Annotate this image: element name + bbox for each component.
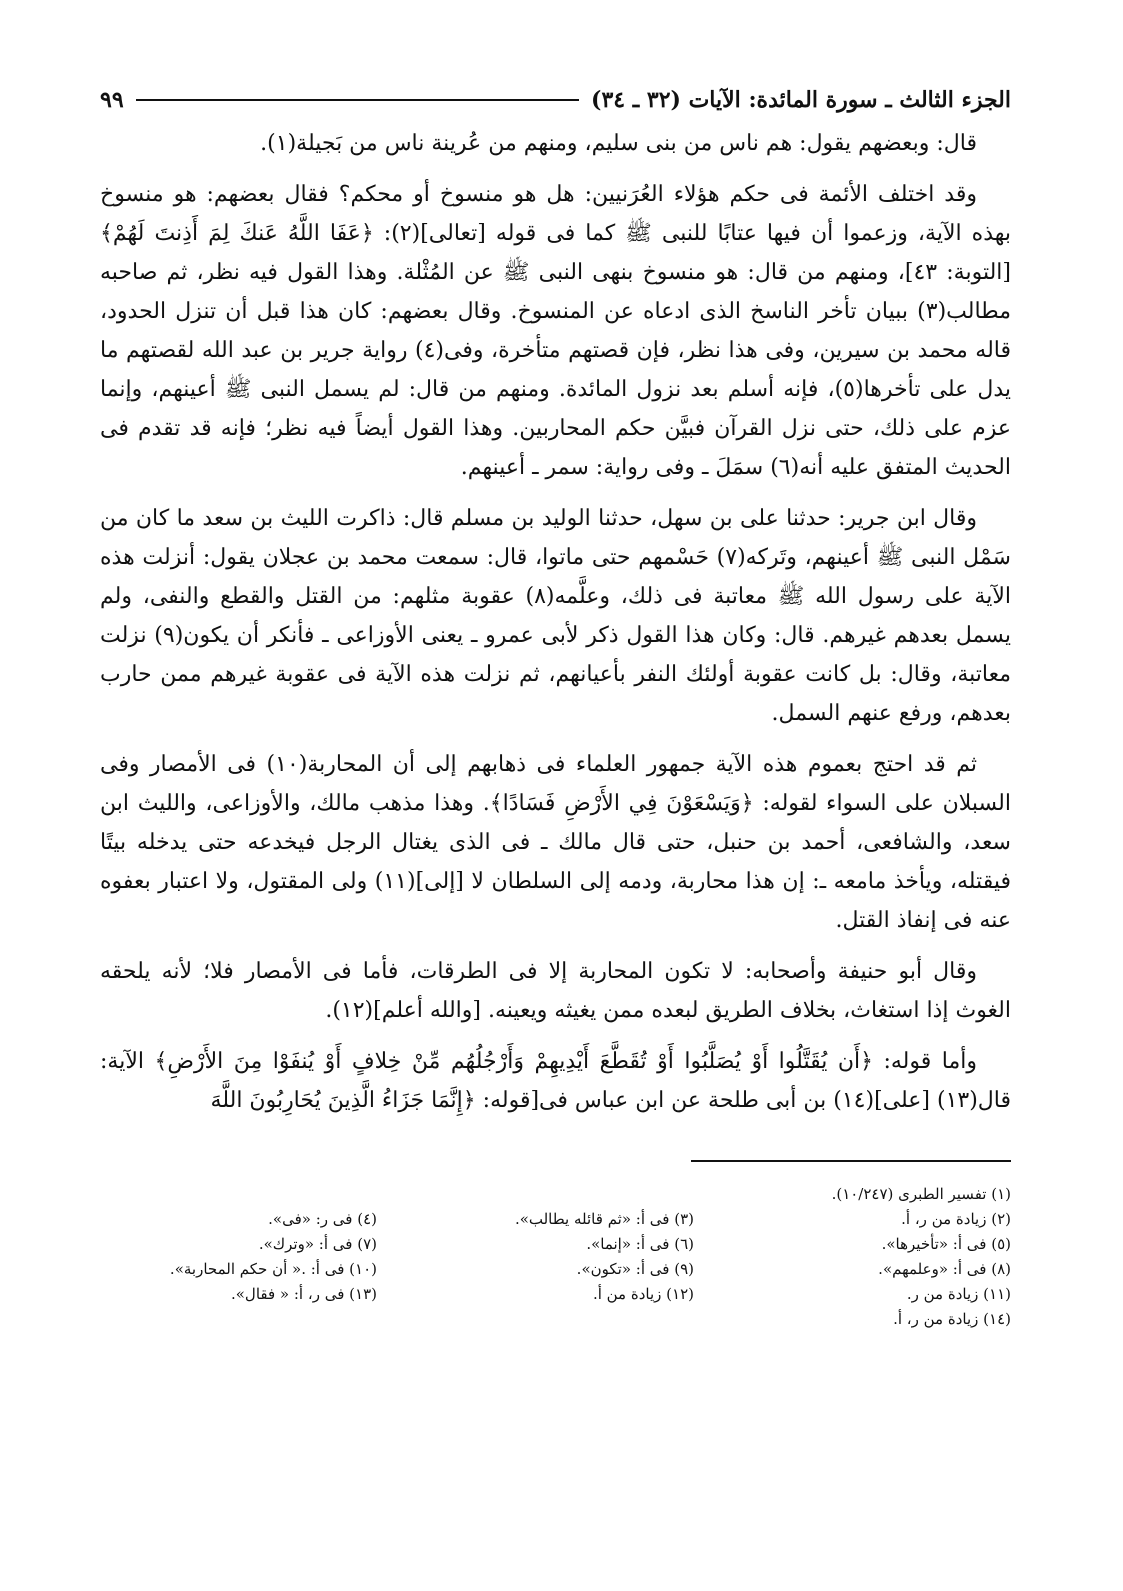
footnote: (١١) زيادة من ر. (906, 1285, 1011, 1303)
paragraph: وقال أبو حنيفة وأصحابه: لا تكون المحاربة إلا فى الطرقات، فأما فى الأمصار فلا؛ لأنه يلحقه الغوث إذا استغاث، بخلاف الطريق لبعده ممن يغيثه ويعينه. [والله أعلم](١٢). (100, 959, 1011, 1023)
footnote (100, 1307, 377, 1332)
footnote: (٦) فى أ: «إنما». (586, 1235, 694, 1253)
footnote-rule (691, 1160, 1011, 1162)
main-text (100, 124, 1011, 1120)
paragraph: قال: وبعضهم يقول: هم ناس من بنى سليم، ومنهم من عُرينة ناس من بَجيلة(١). (260, 131, 977, 156)
footnote (417, 1182, 694, 1207)
footnotes (100, 1182, 1011, 1332)
footnote: (٤) فى ر: «فى». (268, 1210, 377, 1228)
footnote: (٩) فى أ: «تكون». (576, 1260, 694, 1278)
paragraph: وأما قوله: ﴿أَن يُقَتَّلُوا أَوْ يُصَلَّبُوا أَوْ تُقَطَّعَ أَيْدِيهِمْ وَأَرْجُلُهُم مِّنْ خِلافٍ أَوْ يُنفَوْا مِنَ الأَرْضِ﴾ الآية: قال(١٣) [على](١٤) بن أبى طلحة عن ابن عباس فى[قوله: ﴿إِنَّمَا جَزَاءُ الَّذِينَ يُحَارِبُونَ اللَّهَ (100, 1049, 1011, 1113)
running-title: الجزء الثالث ـ سورة المائدة: الآيات (٣٢ ـ ٣٤) (591, 87, 1011, 113)
footnote: (٥) فى أ: «تأخيرها». (881, 1235, 1011, 1253)
header-rule (136, 99, 579, 101)
footnote (417, 1307, 694, 1332)
footnote: (١٠) فى أ: .« أن حكم المحاربة». (169, 1260, 377, 1278)
footnote: (٢) زيادة من ر، أ. (901, 1210, 1011, 1228)
paragraph: ثم قد احتج بعموم هذه الآية جمهور العلماء فى ذهابهم إلى أن المحاربة(١٠) فى الأمصار وفى السبلان على السواء لقوله: ﴿وَيَسْعَوْنَ فِي الأَرْضِ فَسَادًا﴾. وهذا مذهب مالك، والأوزاعى، والليث ابن سعد، والشافعى، أحمد بن حنبل، حتى قال مالك ـ فى الذى يغتال الرجل فيخدعه حتى يدخله بيتًا فيقتله، ويأخذ مامعه ـ: إن هذا محاربة، ودمه إلى السلطان لا [إلى](١١) ولى المقتول، ولا اعتبار بعفوه عنه فى إنفاذ القتل. (100, 752, 1011, 933)
footnote: (١) تفسير الطبرى (١٠/٢٤٧). (831, 1185, 1011, 1203)
footnote: (١٢) زيادة من أ. (592, 1285, 694, 1303)
paragraph: وقد اختلف الأئمة فى حكم هؤلاء العُرَنيين: هل هو منسوخ أو محكم؟ فقال بعضهم: هو منسوخ بهذه الآية، وزعموا أن فيها عتابًا للنبى ﷺ كما فى قوله [تعالى](٢): ﴿عَفَا اللَّهُ عَنكَ لِمَ أَذِنتَ لَهُمْ﴾ [التوبة: ٤٣]، ومنهم من قال: هو منسوخ بنهى النبى ﷺ عن المُثْلة. وهذا القول فيه نظر، ثم صاحبه مطالب(٣) ببيان تأخر الناسخ الذى ادعاه عن المنسوخ. وقال بعضهم: كان هذا قبل أن تنزل الحدود، قاله محمد بن سيرين، وفى هذا نظر، فإن قصتهم متأخرة، وفى(٤) رواية جرير بن عبد الله لقصتهم ما يدل على تأخرها(٥)، فإنه أسلم بعد نزول المائدة. ومنهم من قال: لم يسمل النبى ﷺ أعينهم، وإنما عزم على ذلك، حتى نزل القرآن فبيَّن حكم المحاربين. وهذا القول أيضاً فيه نظر؛ فإنه قد تقدم فى الحديث المتفق عليه أنه(٦) سمَلَ ـ وفى رواية: سمر ـ أعينهم. (100, 182, 1012, 480)
footnote: (٧) فى أ: «وترك». (258, 1235, 377, 1253)
footnote: (١٣) فى ر، أ: « فقال». (230, 1285, 377, 1303)
footnote (100, 1182, 377, 1207)
footnote: (٨) فى أ: «وعلمهم». (878, 1260, 1011, 1278)
paragraph: وقال ابن جرير: حدثنا على بن سهل، حدثنا الوليد بن مسلم قال: ذاكرت الليث بن سعد ما كان من سَمْل النبى ﷺ أعينهم، وتَركه(٧) حَسْمهم حتى ماتوا، قال: سمعت محمد بن عجلان يقول: أنزلت هذه الآية على رسول الله ﷺ معاتبة فى ذلك، وعلَّمه(٨) عقوبة مثلهم: من القتل والقطع والنفى، ولم يسمل بعدهم غيرهم. قال: وكان هذا القول ذكر لأبى عمرو ـ يعنى الأوزاعى ـ فأنكر أن يكون(٩) نزلت معاتبة، وقال: بل كانت عقوبة أولئك النفر بأعيانهم، ثم نزلت هذه الآية فى عقوبة غيرهم ممن حارب بعدهم، ورفع عنهم السمل. (100, 506, 1011, 726)
footnote: (٣) فى أ: «ثم قائله يطالب». (514, 1210, 694, 1228)
footnote: (١٤) زيادة من ر، أ. (893, 1310, 1011, 1328)
running-header (100, 82, 1011, 118)
page-number: ٩٩ (100, 87, 124, 113)
